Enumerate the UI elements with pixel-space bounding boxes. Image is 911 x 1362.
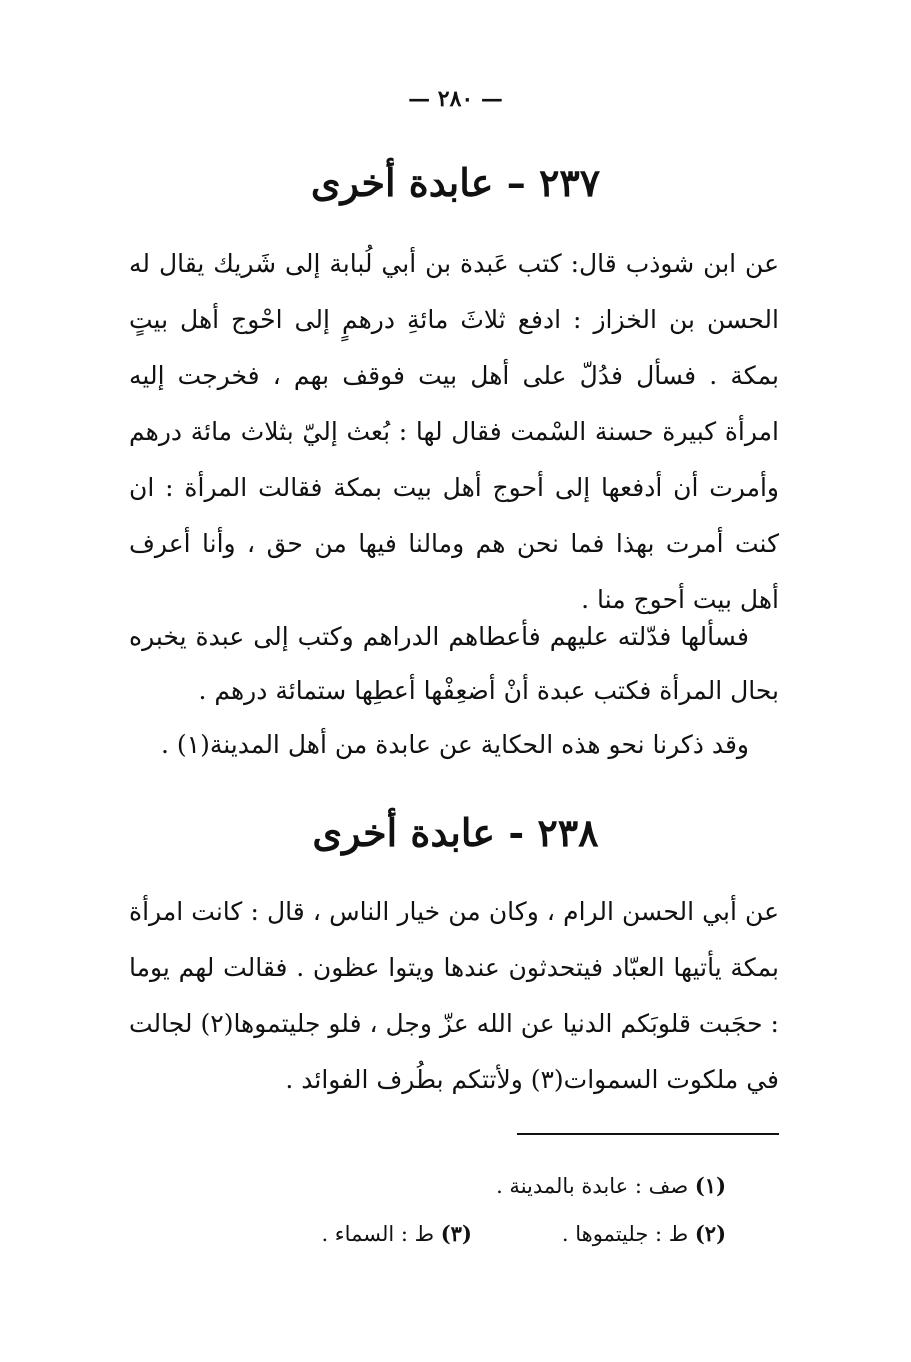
footnote-divider — [517, 1133, 779, 1135]
section-237-continuation — [129, 610, 779, 772]
footnote-text: صف : عابدة بالمدينة . — [496, 1174, 689, 1198]
footnote-row — [166, 1210, 726, 1258]
section-title-237: ٢٣٧ – عابدة أخرى — [310, 160, 601, 205]
footnotes — [166, 1162, 726, 1258]
section-237-body — [129, 236, 779, 628]
footnote-1 — [496, 1162, 726, 1210]
page-number: — ٢٨٠ — — [408, 86, 503, 112]
paragraph: عن ابن شوذب قال: كتب عَبدة بن أبي لُبابة إلى شَريك يقال له الحسن بن الخزاز : ادفع ثلاثَ مائةِ درهمٍ إلى احْوج أهل بيتٍ بمكة . فسأل فدُلّ على أهل بيت فوقف بهم ، فخرجت إليه امرأة كبيرة حسنة السْمت فقال لها : بُعث إليّ بثلاث مائة درهم وأمرت أن أدفعها إلى أحوج أهل بيت بمكة فقالت المرأة : ان كنت أمرت بهذا فما نحن هم ومالنا فيها من حق ، وأنا أعرف أهل بيت أحوج منا . — [129, 249, 779, 614]
footnote-2 — [562, 1210, 726, 1258]
footnote-text: ط : السماء . — [321, 1222, 435, 1246]
paragraph: عن أبي الحسن الرام ، وكان من خيار الناس ، قال : كانت امرأة بمكة يأتيها العبّاد فيتحدثون عندها ويتوا عظون . فقالت لهم يوما : حجَبت قلوبَكم الدنيا عن الله عزّ وجل ، فلو جليتموها(٢) لجالت في ملكوت السموات(٣) ولأتتكم بطُرف الفوائد . — [129, 897, 779, 1094]
footnote-number: (١) — [694, 1173, 726, 1198]
footnote-number: (٢) — [694, 1221, 726, 1246]
footnote-number: (٣) — [440, 1221, 472, 1246]
section-238-body — [129, 884, 779, 1108]
footnote-text: ط : جليتموها . — [561, 1222, 689, 1246]
footnote-3 — [321, 1210, 471, 1258]
paragraph: فسألها فدّلته عليهم فأعطاهم الدراهم وكتب إلى عبدة يخبره بحال المرأة فكتب عبدة أنْ أضعِفْها أعطِها ستمائة درهم . — [129, 622, 779, 705]
section-title-238: ٢٣٨ - عابدة أخرى — [312, 810, 599, 855]
paragraph: وقد ذكرنا نحو هذه الحكاية عن عابدة من أهل المدينة(١) . — [160, 730, 749, 759]
footnote-row — [166, 1162, 726, 1210]
